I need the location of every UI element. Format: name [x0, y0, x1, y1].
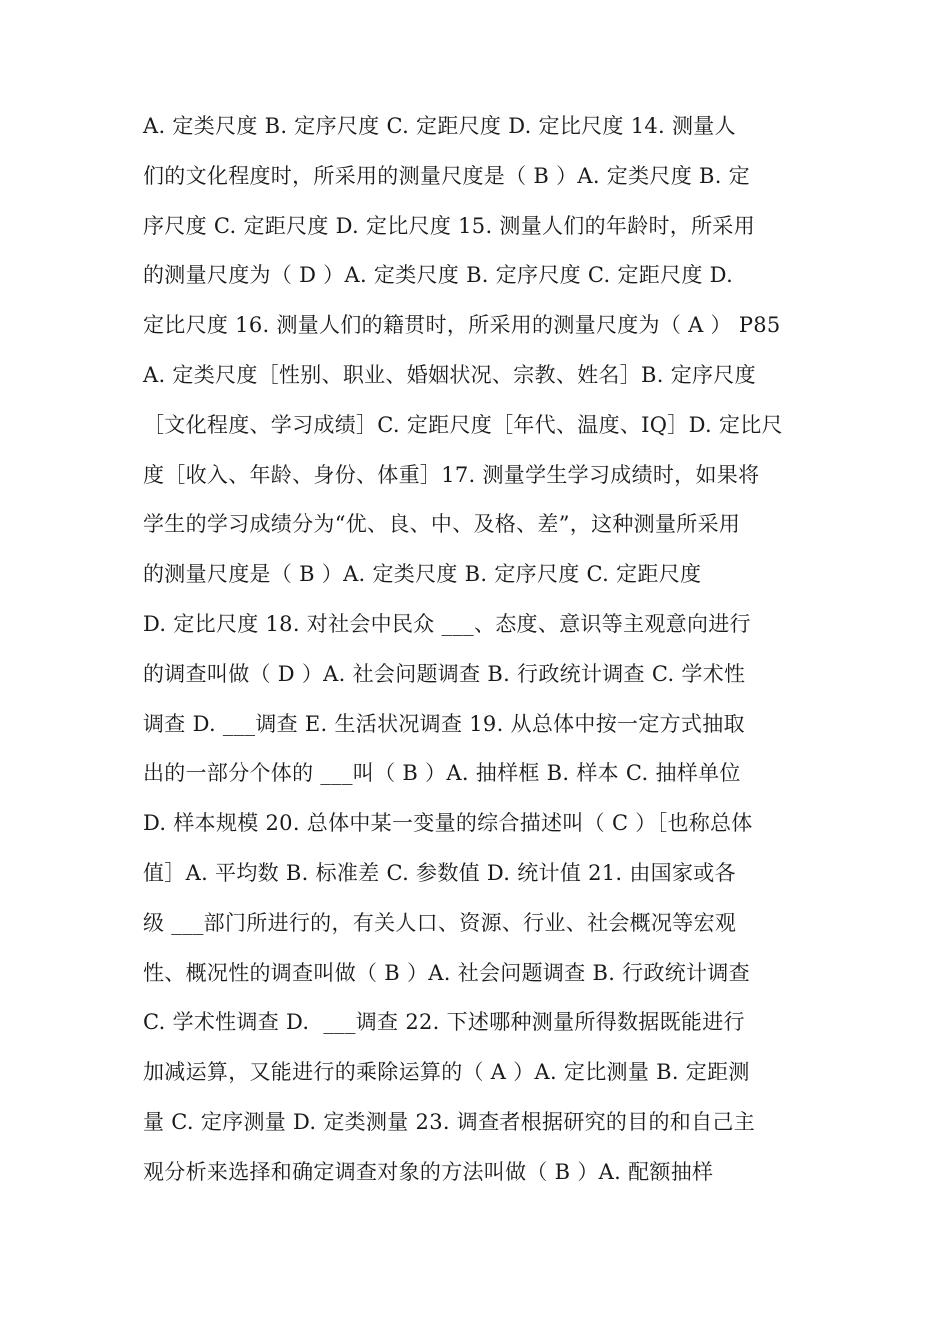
text-line: 级 ___部门所进行的，有关人口、资源、行业、社会概况等宏观: [143, 910, 737, 935]
text-line: 们的文化程度时，所采用的测量尺度是（ B ）A. 定类尺度 B. 定: [143, 163, 750, 188]
text-line: A. 定类尺度 B. 定序尺度 C. 定距尺度 D. 定比尺度 14. 测量人: [143, 114, 736, 138]
text-line: 量 C. 定序测量 D. 定类测量 23. 调查者根据研究的目的和自己主: [143, 1109, 756, 1134]
text-line: 值］A. 平均数 B. 标准差 C. 参数值 D. 统计值 21. 由国家或各: [143, 860, 736, 885]
text-line: 性、概况性的调查叫做（ B ）A. 社会问题调查 B. 行政统计调查: [143, 960, 750, 985]
document-body: [143, 102, 823, 1198]
text-line: 定比尺度 16. 测量人们的籍贯时，所采用的测量尺度为（ A ） P85: [143, 313, 781, 338]
text-line: 序尺度 C. 定距尺度 D. 定比尺度 15. 测量人们的年龄时，所采用: [143, 213, 756, 238]
text-line: 的测量尺度为（ D ）A. 定类尺度 B. 定序尺度 C. 定距尺度 D.: [143, 263, 734, 288]
text-line: ［文化程度、学习成绩］C. 定距尺度［年代、温度、IQ］D. 定比尺: [143, 412, 783, 437]
text-line: 调查 D. ___调查 E. 生活状况调查 19. 从总体中按一定方式抽取: [143, 711, 745, 736]
text-line: 加减运算，又能进行的乘除运算的（ A ）A. 定比测量 B. 定距测: [143, 1060, 750, 1085]
text-line: 出的一部分个体的 ___叫（ B ）A. 抽样框 B. 样本 C. 抽样单位: [143, 761, 741, 786]
text-line: 的测量尺度是（ B ）A. 定类尺度 B. 定序尺度 C. 定距尺度: [143, 562, 702, 587]
text-line: 度［收入、年龄、身份、体重］17. 测量学生学习成绩时，如果将: [143, 462, 760, 487]
text-line: C. 学术性调查 D. ___调查 22. 下述哪种测量所得数据既能进行: [143, 1010, 745, 1035]
text-line: A. 定类尺度［性别、职业、婚姻状况、宗教、姓名］B. 定序尺度: [143, 362, 756, 387]
text-line: 学生的学习成绩分为“优、良、中、及格、差”，这种测量所采用: [143, 512, 741, 537]
text-line: 的调查叫做（ D ）A. 社会问题调查 B. 行政统计调查 C. 学术性: [143, 661, 746, 686]
text-line: 观分析来选择和确定调查对象的方法叫做（ B ）A. 配额抽样: [143, 1159, 714, 1184]
text-line: D. 定比尺度 18. 对社会中民众 ___、态度、意识等主观意向进行: [143, 611, 751, 636]
text-line: D. 样本规模 20. 总体中某一变量的综合描述叫（ C ）［也称总体: [143, 811, 753, 836]
